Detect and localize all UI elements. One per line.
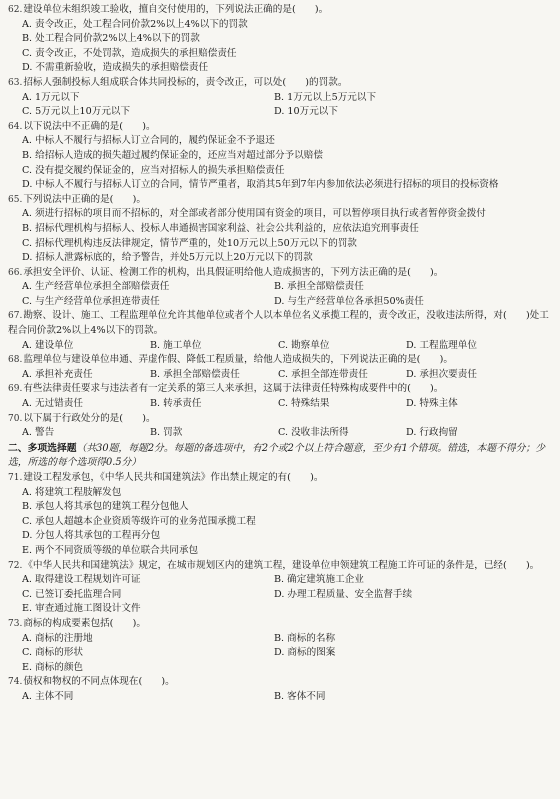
option-text: 审查通过施工图设计文件 — [35, 603, 141, 615]
option-text: 给招标人造成的损失超过履约保证金的，还应当对超过部分予以赔偿 — [35, 149, 323, 161]
option-label: A. — [22, 398, 32, 410]
options-grid — [22, 339, 552, 354]
question-text: 勘察、设计、施工、工程监理单位允许其他单位或者个人以本单位名义承揽工程的，责令改正，没收违法所得，对( )处工程合同价款2%以上4%以下的罚款。 — [8, 310, 549, 337]
options-grid — [22, 207, 552, 265]
option-label: B. — [150, 427, 161, 439]
option-label: D. — [406, 427, 417, 439]
options — [8, 486, 552, 559]
option-label: B. — [274, 632, 285, 644]
answer-option — [274, 632, 552, 647]
options — [8, 426, 552, 441]
option-label: E. — [22, 661, 33, 673]
question-stem — [8, 3, 552, 18]
question-text: 建设工程发承包，《中华人民共和国建筑法》作出禁止规定的有( )。 — [23, 472, 324, 483]
option-label: C. — [22, 237, 33, 249]
option-text: 建设单位 — [34, 339, 74, 351]
option-label: D. — [406, 398, 417, 410]
option-label: A. — [22, 368, 32, 380]
option-text: 10万元以下 — [287, 106, 338, 118]
option-text: 罚款 — [163, 427, 183, 439]
option-text: 承担次要责任 — [419, 368, 477, 380]
options-grid — [22, 397, 552, 412]
option-text: 招标人泄露标底的，给予警告，并处5万元以上20万元以下的罚款 — [35, 252, 313, 264]
answer-option — [22, 47, 552, 62]
answer-option — [22, 134, 552, 149]
options — [8, 690, 552, 705]
option-text: 商标的颜色 — [35, 661, 84, 673]
option-text: 中标人不履行与招标人订立的合同，情节严重者，取消其5年到7年内参加依法必须进行招标的项目的投标资格 — [35, 179, 499, 191]
option-text: 没有提交履约保证金的，应当对招标人的损失承担赔偿责任 — [35, 164, 285, 176]
option-text: 转承责任 — [163, 398, 202, 410]
answer-option — [22, 207, 552, 222]
option-label: D. — [274, 647, 285, 659]
option-label: C. — [22, 295, 33, 307]
option-label: A. — [22, 208, 32, 220]
option-text: 承担全部赔偿责任 — [163, 368, 240, 380]
option-text: 商标的形状 — [35, 647, 84, 659]
question — [8, 3, 552, 76]
question-number: 73. — [8, 618, 23, 629]
option-label: D. — [22, 62, 33, 74]
question-stem — [8, 471, 552, 486]
option-text: 警告 — [34, 427, 55, 439]
question-stem — [8, 76, 552, 91]
option-text: 商标的注册地 — [34, 632, 93, 644]
answer-option — [406, 339, 552, 354]
options — [8, 280, 552, 309]
question-number: 72. — [8, 560, 23, 571]
option-text: 无过错责任 — [34, 398, 83, 410]
option-text: 承包人超越本企业资质等级许可的业务范围承揽工程 — [35, 515, 256, 527]
answer-option — [22, 588, 274, 603]
question — [8, 120, 552, 193]
options — [8, 368, 552, 383]
option-label: D. — [274, 295, 285, 307]
question-text: 监理单位与建设单位串通、弄虚作假、降低工程质量，给他人造成损失的，下列说法正确的是( )。 — [23, 354, 453, 366]
question-number: 62. — [8, 5, 23, 15]
question-stem — [8, 193, 552, 208]
answer-option — [22, 426, 150, 441]
option-text: 处工程合同价款2%以上4%以下的罚款 — [35, 33, 200, 45]
answer-option — [22, 251, 552, 266]
option-text: 主体不同 — [34, 690, 74, 702]
question — [8, 76, 552, 120]
answer-option — [150, 368, 278, 383]
options-grid — [22, 690, 552, 705]
section-title: 二、多项选择题 — [8, 442, 77, 454]
option-text: 招标代理机构违反法律规定，情节严重的，处10万元以上50万元以下的罚款 — [35, 237, 357, 249]
option-text: 特殊主体 — [419, 398, 458, 410]
option-label: B. — [274, 91, 285, 103]
option-text: 办理工程质量、安全监督手续 — [287, 588, 413, 600]
options — [8, 339, 552, 354]
option-text: 须进行招标的项目而不招标的，对全部或者部分使用国有资金的项目，可以暂停项目执行或者暂停资金拨付 — [34, 208, 486, 220]
option-text: 没收非法所得 — [291, 427, 349, 439]
option-label: A. — [22, 486, 32, 498]
option-label: B. — [22, 149, 33, 161]
answer-option — [274, 280, 552, 295]
option-label: D. — [22, 252, 33, 264]
answer-option — [22, 32, 552, 47]
answer-option — [22, 661, 552, 676]
option-label: A. — [22, 339, 32, 351]
option-label: D. — [406, 368, 417, 380]
option-text: 工程监理单位 — [419, 339, 477, 351]
options-grid — [22, 486, 552, 559]
option-label: D. — [274, 588, 285, 600]
option-text: 两个不同资质等级的单位联合共同承包 — [35, 544, 199, 556]
option-text: 商标的名称 — [287, 632, 336, 644]
option-text: 与生产经营单位承担连带责任 — [35, 295, 160, 307]
answer-option — [22, 515, 552, 530]
option-label: D. — [406, 339, 417, 351]
answer-option — [22, 690, 274, 705]
answer-option — [22, 602, 552, 617]
option-label: D. — [22, 179, 33, 191]
question-text: 债权和物权的不同点体现在( )。 — [23, 676, 175, 688]
option-label: B. — [150, 398, 161, 410]
options — [8, 134, 552, 192]
option-label: A. — [22, 18, 32, 30]
answer-option — [22, 544, 552, 559]
option-label: C. — [278, 368, 289, 380]
answer-option — [22, 632, 274, 647]
option-label: C. — [278, 339, 289, 351]
option-text: 将建筑工程肢解发包 — [34, 486, 122, 498]
question-text: 以下说法中不正确的是( )。 — [23, 120, 156, 132]
answer-option — [22, 164, 552, 179]
answer-option — [22, 91, 274, 106]
option-label: B. — [22, 33, 33, 45]
answer-option — [406, 368, 552, 383]
question — [8, 412, 552, 441]
answer-option — [278, 368, 406, 383]
option-label: C. — [22, 164, 33, 176]
option-label: E. — [22, 544, 33, 556]
option-text: 责令改正，处工程合同价款2%以上4%以下的罚款 — [34, 18, 248, 30]
answer-option — [22, 368, 150, 383]
option-text: 承担全部连带责任 — [291, 368, 368, 380]
option-text: 承担全部赔偿责任 — [287, 281, 364, 293]
question-stem — [8, 617, 552, 632]
options — [8, 18, 552, 76]
question-stem — [8, 382, 552, 397]
option-text: 中标人不履行与招标人订立合同的，履约保证金不予退还 — [34, 135, 275, 147]
section-instructions: （共30题，每题2分。每题的备选项中，有2个或2个以上符合题意，至少有1个错项。错选，本题不得分；少选，所选的每个选项得0.5分） — [8, 442, 546, 469]
options — [8, 573, 552, 617]
option-label: C. — [22, 515, 33, 527]
answer-option — [22, 222, 552, 237]
option-label: C. — [22, 647, 33, 659]
option-text: 客体不同 — [287, 690, 326, 702]
option-label: A. — [22, 690, 32, 702]
question-number: 63. — [8, 77, 23, 88]
options-grid — [22, 632, 552, 661]
option-text: 不需重新验收，造成损失的承担赔偿责任 — [35, 62, 209, 74]
option-label: A. — [22, 135, 32, 147]
option-text: 承包人将其承包的建筑工程分包他人 — [35, 501, 189, 513]
option-text: 特殊结果 — [291, 398, 330, 410]
question — [8, 559, 552, 617]
question-number: 71. — [8, 473, 23, 483]
question-number: 70. — [8, 413, 23, 424]
option-label: B. — [274, 574, 285, 586]
options-grid — [22, 368, 552, 383]
option-label: C. — [22, 588, 33, 600]
option-label: E. — [22, 603, 33, 615]
option-label: C. — [278, 427, 289, 439]
question-text: 商标的构成要素包括( )。 — [23, 617, 146, 629]
options-grid — [22, 134, 552, 192]
question-stem — [8, 412, 552, 427]
question-stem — [8, 675, 552, 690]
options — [8, 207, 552, 265]
option-label: A. — [22, 91, 32, 103]
question-number: 69. — [8, 384, 23, 395]
answer-option — [22, 397, 150, 412]
option-text: 勘察单位 — [291, 339, 330, 351]
question-text: 建设单位未组织竣工验收，擅自交付使用的，下列说法正确的是( )。 — [23, 4, 329, 15]
option-text: 责令改正，不处罚款，造成损失的承担赔偿责任 — [35, 47, 237, 59]
option-label: B. — [22, 501, 33, 513]
answer-option — [278, 397, 406, 412]
question-stem — [8, 353, 552, 368]
question-text: 下列说法中正确的是( )。 — [23, 193, 146, 205]
question-number: 65. — [8, 194, 23, 205]
answer-option — [274, 105, 552, 120]
answer-option — [22, 500, 552, 515]
option-label: A. — [22, 632, 32, 644]
option-text: 1万元以下 — [34, 91, 80, 103]
answer-option — [150, 339, 278, 354]
answer-option — [22, 149, 552, 164]
answer-option — [150, 426, 278, 441]
answer-option — [278, 339, 406, 354]
option-text: 1万元以上5万元以下 — [287, 91, 377, 103]
option-text: 施工单位 — [163, 339, 202, 351]
question-text: 以下属于行政处分的是( )。 — [23, 412, 156, 424]
option-text: 生产经营单位承担全部赔偿责任 — [34, 281, 170, 293]
answer-option — [22, 280, 274, 295]
option-label: A. — [22, 427, 32, 439]
question — [8, 353, 552, 382]
question — [8, 471, 552, 559]
answer-option — [274, 295, 552, 310]
option-text: 分包人将其承包的工程再分包 — [35, 530, 161, 542]
answer-option — [274, 690, 552, 705]
answer-option — [22, 646, 274, 661]
question-number: 67. — [8, 311, 23, 322]
answer-option — [22, 573, 274, 588]
question-stem — [8, 309, 552, 338]
single-choice-questions — [8, 3, 552, 441]
question — [8, 309, 552, 353]
options-grid — [22, 280, 552, 309]
answer-option — [274, 646, 552, 661]
question-text: 承担安全评价、认证、检测工作的机构，出具假证明给他人造成损害的，下列方法正确的是( )。 — [23, 266, 444, 278]
option-text: 已签订委托监理合同 — [35, 588, 122, 600]
answer-option — [406, 397, 552, 412]
option-text: 与生产经营单位各承担50%责任 — [287, 295, 424, 307]
option-text: 承担补充责任 — [34, 368, 93, 380]
option-label: A. — [22, 574, 32, 586]
option-label: B. — [274, 281, 285, 293]
multiple-choice-questions — [8, 471, 552, 705]
question-stem — [8, 266, 552, 281]
answer-option — [406, 426, 552, 441]
answer-option — [274, 91, 552, 106]
options — [8, 91, 552, 120]
answer-option — [22, 18, 552, 33]
answer-option — [22, 237, 552, 252]
question — [8, 617, 552, 675]
answer-option — [274, 588, 552, 603]
options-grid — [22, 91, 552, 120]
option-label: C. — [22, 106, 33, 118]
answer-option — [22, 486, 552, 501]
question-text: 招标人强制投标人组成联合体共同投标的，责令改正，可以处( )的罚款。 — [23, 76, 348, 88]
answer-option — [22, 529, 552, 544]
question — [8, 193, 552, 266]
option-text: 取得建设工程规划许可证 — [34, 574, 141, 586]
options-grid — [22, 426, 552, 441]
answer-option — [150, 397, 278, 412]
option-text: 行政拘留 — [419, 427, 458, 439]
option-label: C. — [278, 398, 289, 410]
question-number: 64. — [8, 121, 23, 132]
options — [8, 397, 552, 412]
options-grid — [22, 18, 552, 76]
question-number: 74. — [8, 677, 23, 688]
option-label: B. — [22, 222, 33, 234]
answer-option — [274, 573, 552, 588]
question-number: 68. — [8, 355, 23, 366]
question — [8, 382, 552, 411]
options — [8, 632, 552, 676]
option-label: B. — [274, 690, 285, 702]
option-label: D. — [274, 106, 285, 118]
answer-option — [22, 178, 552, 193]
option-label: B. — [150, 368, 161, 380]
question — [8, 266, 552, 310]
multiple-choice-section-header — [8, 442, 552, 471]
question-text: 《中华人民共和国建筑法》规定，在城市规划区内的建筑工程，建设单位申领建筑工程施工许可证的条件是，已经( )。 — [23, 559, 540, 571]
option-text: 招标代理机构与招标人、投标人串通损害国家利益、社会公共利益的，应依法追究刑事责任 — [35, 222, 419, 234]
question-stem — [8, 559, 552, 574]
answer-option — [22, 61, 552, 76]
option-text: 5万元以上10万元以下 — [35, 106, 131, 118]
option-label: C. — [22, 47, 33, 59]
option-text: 商标的图案 — [287, 647, 336, 659]
answer-option — [22, 105, 274, 120]
question-stem — [8, 120, 552, 135]
option-text: 确定建筑施工企业 — [287, 574, 364, 586]
question-number: 66. — [8, 267, 23, 278]
question — [8, 675, 552, 704]
option-label: A. — [22, 281, 32, 293]
option-label: D. — [22, 530, 33, 542]
options-grid — [22, 573, 552, 602]
answer-option — [278, 426, 406, 441]
answer-option — [22, 339, 150, 354]
answer-option — [22, 295, 274, 310]
option-label: B. — [150, 339, 161, 351]
question-text: 有些法律责任要求与违法者有一定关系的第三人来承担，这属于法律责任特殊构成要件中的( )。 — [23, 383, 444, 395]
